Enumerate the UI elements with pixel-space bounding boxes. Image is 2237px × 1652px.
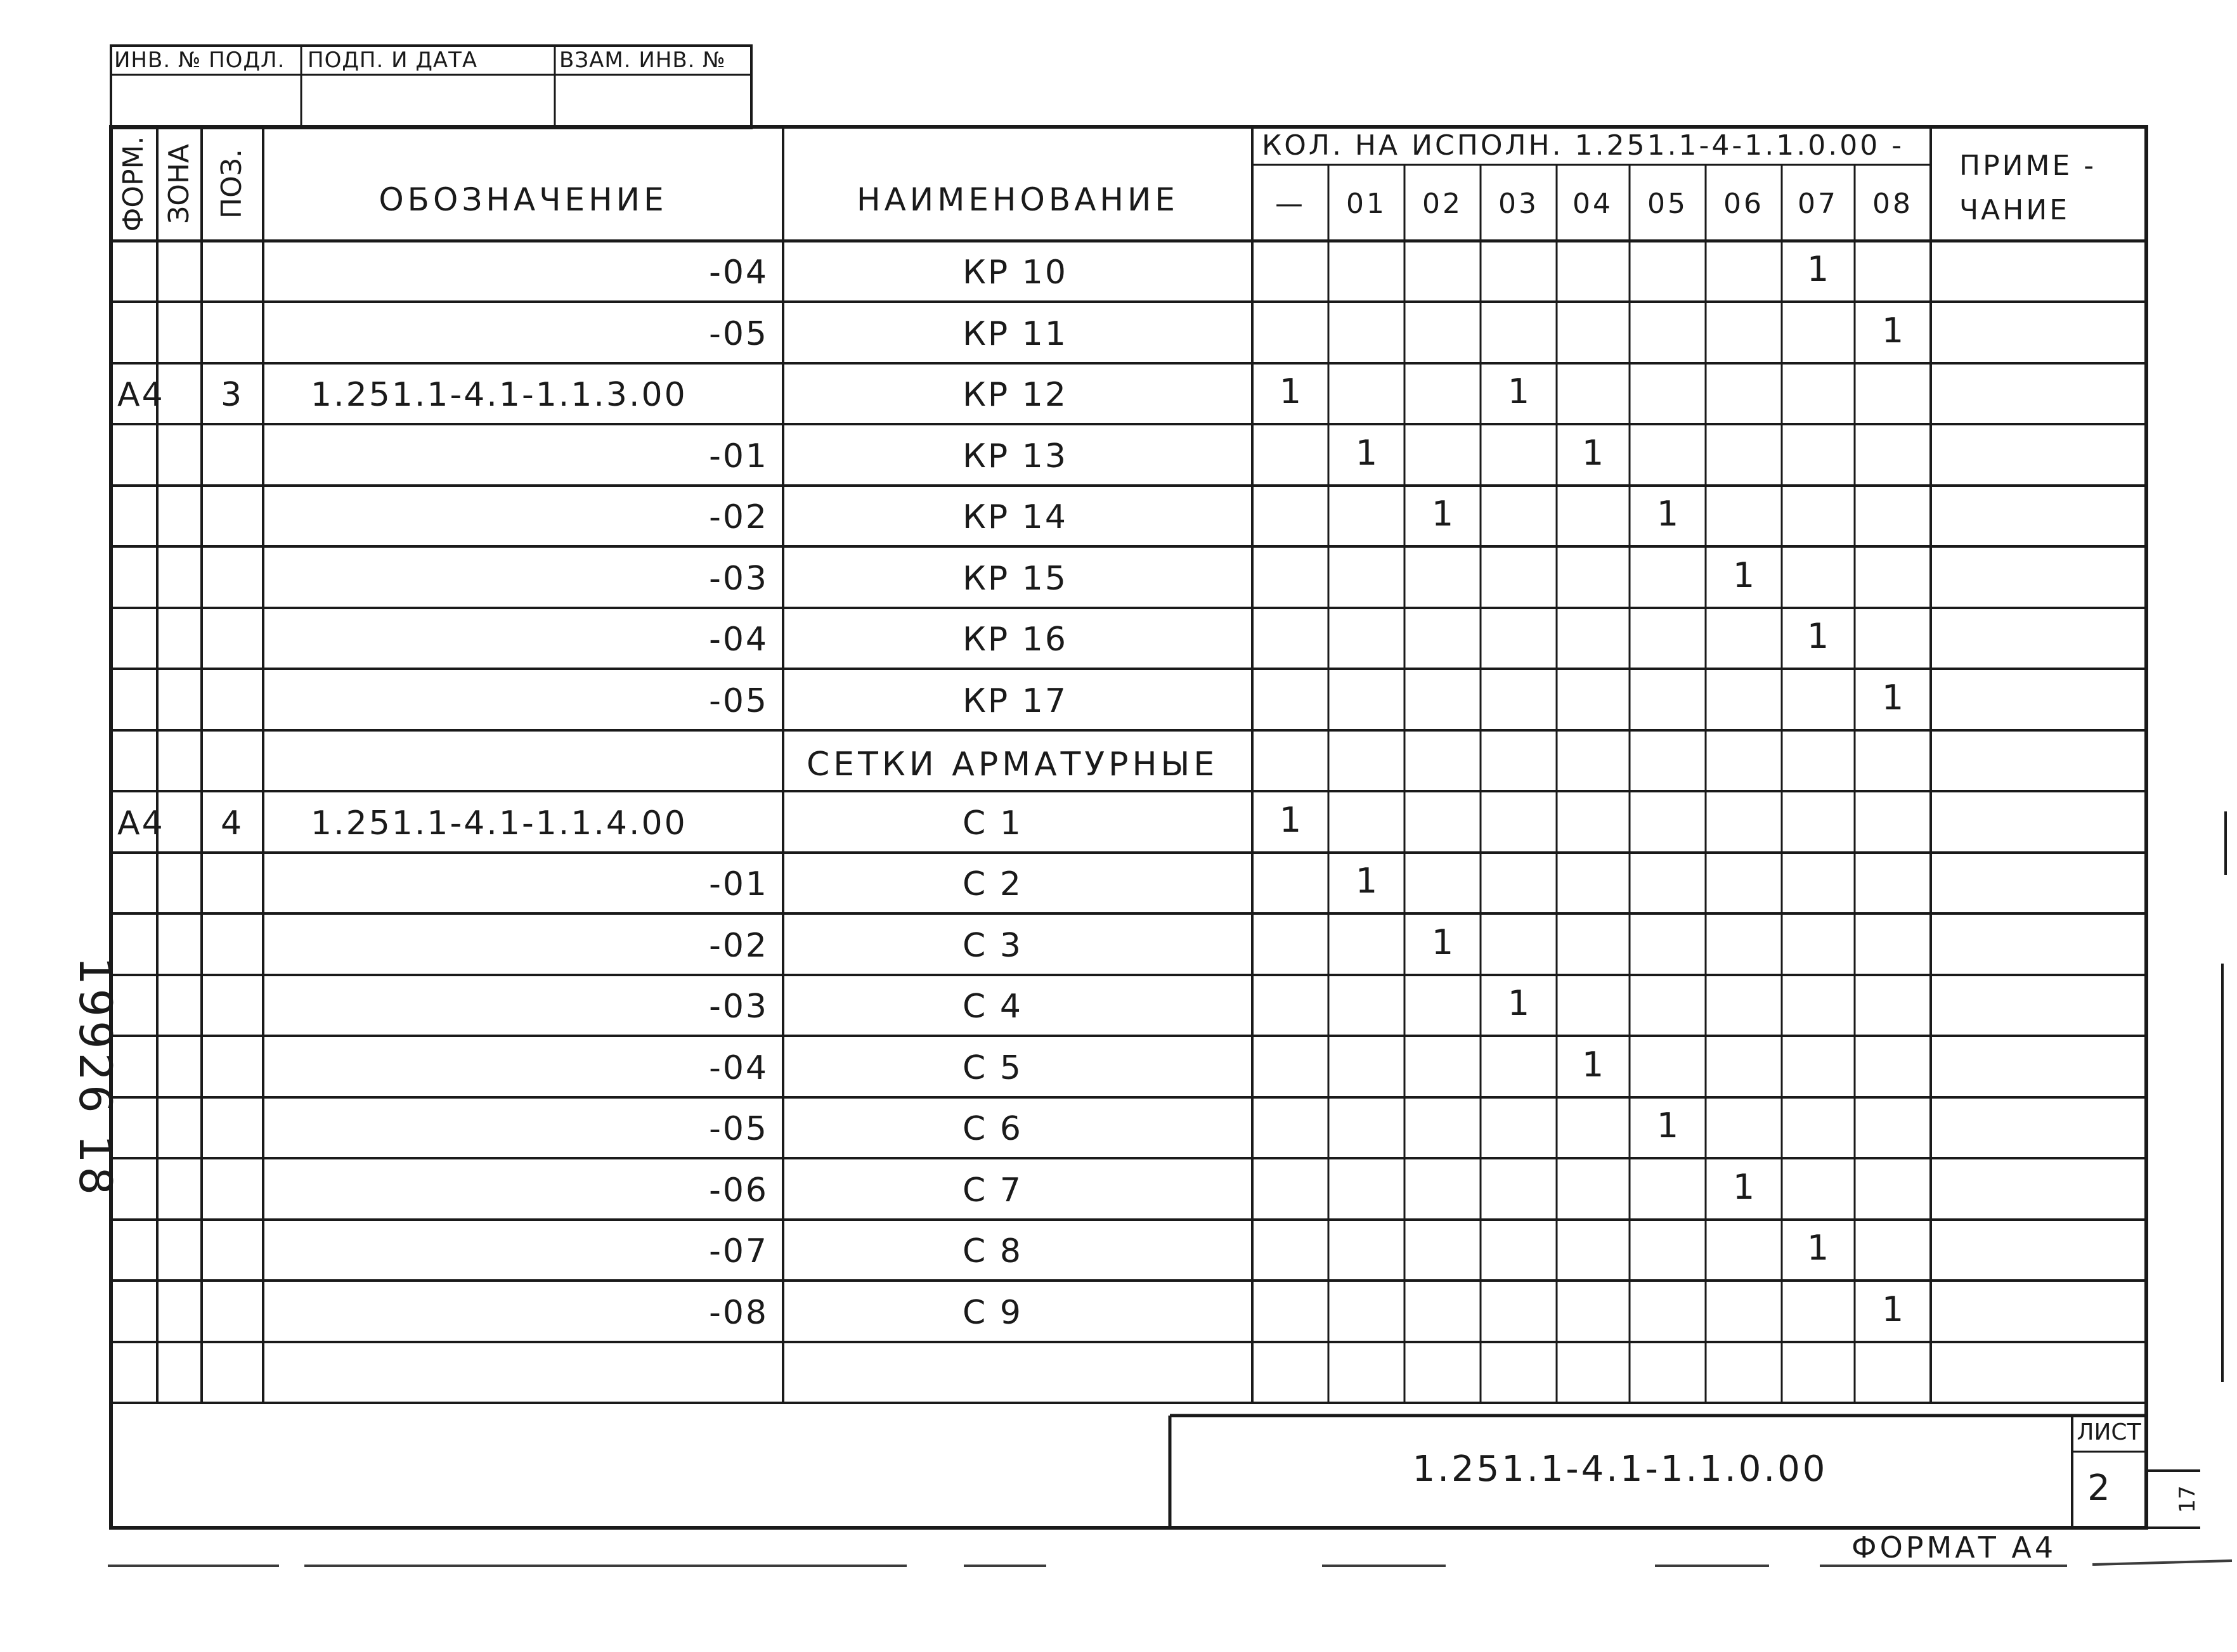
header-variant-05: 05 bbox=[1647, 188, 1688, 220]
header-variant-base: — bbox=[1275, 188, 1306, 220]
header-designation: ОБОЗНАЧЕНИЕ bbox=[379, 181, 668, 218]
header-variant-08: 08 bbox=[1872, 188, 1913, 220]
row-designation: 1.251.1-4.1-1.1.3.00 bbox=[311, 376, 687, 414]
row-qty-cell: 1 bbox=[1507, 371, 1530, 411]
row-qty-cell: 1 bbox=[1279, 800, 1302, 840]
header-note-line2: ЧАНИЕ bbox=[1959, 194, 2070, 226]
row-qty-cell: 1 bbox=[1881, 311, 1904, 351]
row-name: КР 14 bbox=[963, 498, 1068, 536]
row-name: С 5 bbox=[963, 1049, 1023, 1087]
header-form: ФОРМ. bbox=[117, 136, 150, 232]
document-number: 1.251.1-4.1-1.1.0.00 bbox=[1412, 1449, 1828, 1490]
row-qty-cell: 1 bbox=[1581, 433, 1604, 473]
row-designation: -03 bbox=[709, 988, 768, 1026]
row-designation: -02 bbox=[709, 927, 768, 965]
row-name: КР 11 bbox=[963, 315, 1068, 353]
row-designation: -04 bbox=[709, 254, 768, 292]
header-variant-06: 06 bbox=[1723, 188, 1764, 220]
row-designation: -01 bbox=[709, 437, 768, 475]
row-name: КР 15 bbox=[963, 560, 1068, 598]
row-name: С 8 bbox=[963, 1232, 1023, 1270]
format-label: ФОРМАТ А4 bbox=[1851, 1530, 2057, 1565]
side-number: 19926 18 bbox=[69, 956, 121, 1199]
row-pos: 3 bbox=[220, 376, 244, 414]
row-name: С 7 bbox=[963, 1171, 1023, 1210]
header-variant-03: 03 bbox=[1498, 188, 1539, 220]
row-qty-cell: 1 bbox=[1806, 616, 1829, 656]
stamp-vzam-inv-label: ВЗАМ. ИНВ. № bbox=[559, 48, 726, 73]
row-designation: -08 bbox=[709, 1294, 768, 1332]
row-designation: -02 bbox=[709, 498, 768, 536]
row-qty-cell: 1 bbox=[1279, 371, 1302, 411]
row-designation: -05 bbox=[709, 682, 768, 720]
row-name: С 3 bbox=[963, 927, 1023, 965]
row-name: СЕТКИ АРМАТУРНЫЕ bbox=[807, 745, 1219, 784]
row-qty-cell: 1 bbox=[1431, 922, 1454, 962]
header-qty-title: КОЛ. НА ИСПОЛН. 1.251.1-4-1.1.0.00 - bbox=[1262, 129, 1905, 162]
row-designation: -01 bbox=[709, 865, 768, 903]
row-qty-cell: 1 bbox=[1806, 1228, 1829, 1268]
row-designation: 1.251.1-4.1-1.1.4.00 bbox=[311, 804, 687, 842]
header-name: НАИМЕНОВАНИЕ bbox=[857, 181, 1179, 218]
row-name: С 1 bbox=[963, 804, 1023, 842]
sheet-label: ЛИСТ bbox=[2077, 1419, 2141, 1445]
corner-mark: 17 bbox=[2175, 1485, 2200, 1513]
row-designation: -06 bbox=[709, 1171, 768, 1210]
header-pos: ПОЗ. bbox=[216, 149, 248, 219]
row-name: КР 13 bbox=[963, 437, 1068, 475]
row-qty-cell: 1 bbox=[1355, 433, 1378, 473]
row-designation: -05 bbox=[709, 315, 768, 353]
stamp-inv-podl-label: ИНВ. № ПОДЛ. bbox=[114, 48, 285, 73]
row-form: А4 bbox=[117, 804, 165, 842]
header-note-line1: ПРИМЕ - bbox=[1959, 150, 2097, 182]
row-name: С 9 bbox=[963, 1294, 1023, 1332]
row-qty-cell: 1 bbox=[1806, 249, 1829, 289]
row-qty-cell: 1 bbox=[1656, 494, 1679, 534]
row-name: С 6 bbox=[963, 1110, 1023, 1148]
row-designation: -05 bbox=[709, 1110, 768, 1148]
row-name: КР 10 bbox=[963, 254, 1068, 292]
row-name: КР 16 bbox=[963, 621, 1068, 659]
row-qty-cell: 1 bbox=[1355, 861, 1378, 901]
header-zone: ЗОНА bbox=[163, 143, 195, 224]
row-qty-cell: 1 bbox=[1656, 1106, 1679, 1145]
row-name: КР 17 bbox=[963, 682, 1068, 720]
row-qty-cell: 1 bbox=[1507, 983, 1530, 1023]
row-qty-cell: 1 bbox=[1881, 678, 1904, 718]
row-qty-cell: 1 bbox=[1732, 1167, 1755, 1207]
header-variant-02: 02 bbox=[1422, 188, 1463, 220]
row-designation: -04 bbox=[709, 1049, 768, 1087]
row-qty-cell: 1 bbox=[1581, 1045, 1604, 1085]
header-variant-04: 04 bbox=[1572, 188, 1613, 220]
row-qty-cell: 1 bbox=[1881, 1289, 1904, 1329]
header-variant-01: 01 bbox=[1346, 188, 1387, 220]
row-designation: -04 bbox=[709, 621, 768, 659]
row-name: С 4 bbox=[963, 988, 1023, 1026]
row-pos: 4 bbox=[220, 804, 244, 842]
row-designation: -03 bbox=[709, 560, 768, 598]
sheet-number: 2 bbox=[2087, 1468, 2113, 1509]
row-qty-cell: 1 bbox=[1431, 494, 1454, 534]
row-name: С 2 bbox=[963, 865, 1023, 903]
row-form: А4 bbox=[117, 376, 165, 414]
stamp-podp-data-label: ПОДП. И ДАТА bbox=[308, 48, 478, 73]
header-variant-07: 07 bbox=[1798, 188, 1838, 220]
row-name: КР 12 bbox=[963, 376, 1068, 414]
row-designation: -07 bbox=[709, 1232, 768, 1270]
row-qty-cell: 1 bbox=[1732, 555, 1755, 595]
